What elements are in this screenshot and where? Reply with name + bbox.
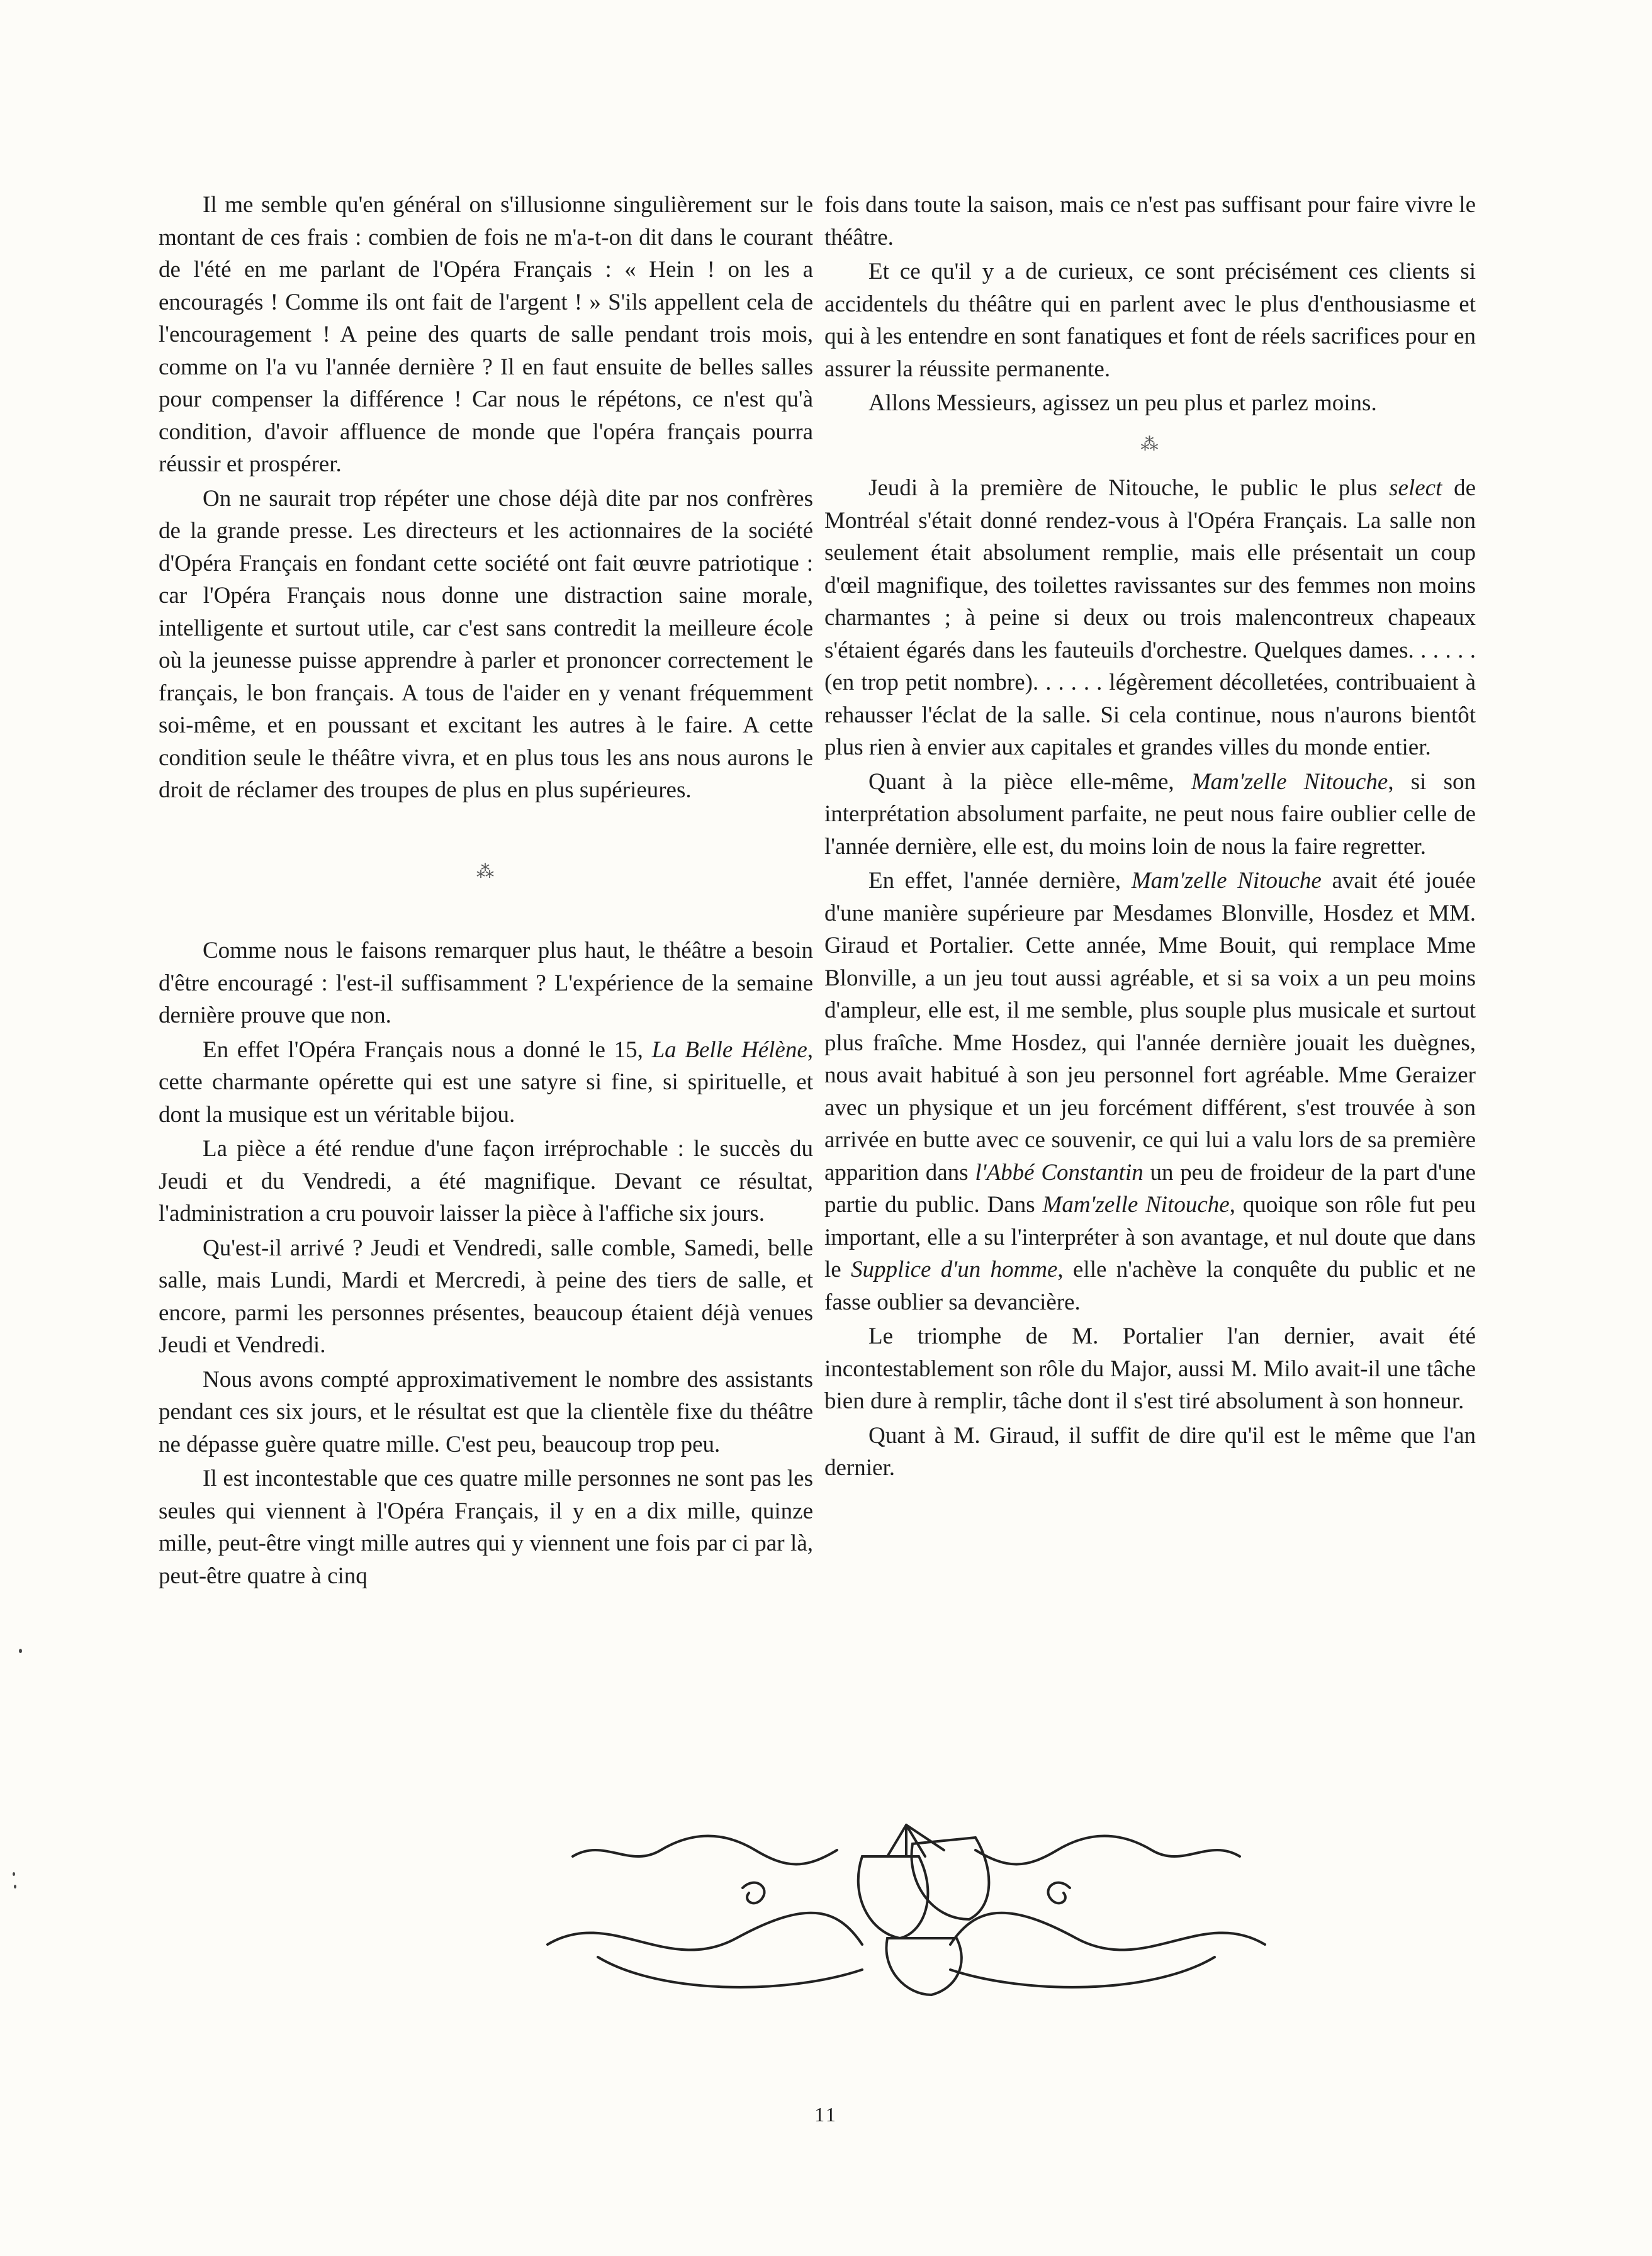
title-italic: Supplice d'un homme bbox=[851, 1257, 1058, 1282]
text-run: En effet, l'année dernière, bbox=[868, 868, 1132, 894]
paragraph: Il me semble qu'en général on s'illusionne singulièrement sur le montant de ces frais : combien de fois ne m'a-t-on dit dans le courant de l'été en me parlant de l'Opéra Français : « Hein ! on les a encouragés ! Comme ils ont fait de l'argent ! » S'ils appellent cela de l'encouragement ! A peine des quarts de salle pendant trois mois, comme on l'a vu l'année dernière ? Il en faut ensuite de belles salles pour compenser la différence ! Car nous le répétons, ce n'est qu'à condition, d'avoir affluence de monde que l'opéra français pourra réussir et prospérer. bbox=[159, 192, 813, 477]
text-run: Quant à la pièce elle-même, bbox=[868, 768, 1191, 795]
text-run: , elle n'achève la conquête du public et ne fasse oublier sa devancière. bbox=[824, 1257, 1476, 1315]
left-column bbox=[159, 189, 813, 1594]
title-italic: Mam'zelle Nitouche bbox=[1131, 868, 1322, 894]
paragraph bbox=[824, 766, 1476, 863]
page-number: 11 bbox=[814, 2103, 838, 2126]
ornament-scroll-left bbox=[548, 1913, 862, 1950]
print-speck bbox=[19, 1649, 22, 1653]
text-run: de Montréal s'était donné rendez-vous à l'Opéra Français. La salle non seulement était absolument remplie, mais elle présentait un coup d'œil magnifique, des toilettes ravissantes sur des femmes non moins charmantes ; à peine si deux ou trois malencontreux chapeaux s'étaient égarés dans les fauteuils d'orchestre. Quelques dames. . . . . . (en trop petit nombre). . . . . . légèrement décolletées, contribuaient à rehausser l'éclat de la salle. Si cela continue, nous n'aurons bientôt plus rien à envier aux capitales et grandes villes du monde entier. bbox=[824, 475, 1476, 760]
paragraph: On ne saurait trop répéter une chose déjà dite par nos confrères de la grande presse. Les directeurs et les actionnaires de la société d'Opéra Français en fondant cette société ont fait œuvre patriotique : car l'Opéra Français nous donne une distraction saine morale, intelligente et surtout utile, car c'est sans contredit la meilleure école où la jeunesse puisse apprendre à parler et prononcer correctement le français, le bon français. A tous de l'aider en y venant fréquemment soi-même, et en poussant et excitant les autres à le faire. A cette condition seule le théâtre vivra, et en plus tous les ans nous aurons le droit de réclamer des troupes de plus en plus supérieures. bbox=[159, 485, 813, 803]
paragraph: fois dans toute la saison, mais ce n'est pas suffisant pour faire vivre le théâtre. bbox=[824, 192, 1476, 250]
paragraph: Il est incontestable que ces quatre mille personnes ne sont pas les seules qui viennent à l'Opéra Français, il y en a dix mille, quinze mille, peut-être vingt mille autres qui y viennent une fois par ci par là, peut-être quatre à cinq bbox=[159, 1466, 813, 1589]
paragraph: Allons Messieurs, agissez un peu plus et parlez moins. bbox=[868, 390, 1377, 416]
theatre-masks-ornament bbox=[535, 1812, 1278, 2001]
section-separator: ⁂ bbox=[476, 861, 495, 882]
text-run: , cette charmante opérette qui est une satyre si fine, si spirituelle, et dont la musique est un véritable bijou. bbox=[159, 1036, 813, 1128]
text-run: un peu de froideur de la part d'une partie du public. Dans bbox=[824, 1159, 1476, 1218]
ornament-scroll-right bbox=[950, 1913, 1265, 1950]
text-run: , si son interprétation absolument parfaite, ne peut nous faire oublier celle de l'année dernière, elle est, du moins loin de nous la faire regretter. bbox=[824, 768, 1476, 860]
ornament-wave-top bbox=[573, 1836, 837, 1865]
title-italic: Mam'zelle Nitouche bbox=[1042, 1192, 1230, 1218]
paragraph: Le triomphe de M. Portalier l'an dernier, avait été incontestablement son rôle du Major, aussi M. Milo avait-il une tâche bien dure à remplir, tâche dont il s'est tiré absolument à son honneur. bbox=[824, 1323, 1476, 1414]
mask-tragedy bbox=[858, 1856, 928, 1938]
paragraph bbox=[159, 1034, 813, 1131]
section-separator: ⁂ bbox=[1140, 434, 1160, 454]
mask-face bbox=[886, 1938, 961, 1995]
title-italic: La Belle Hélène bbox=[651, 1036, 807, 1063]
title-italic: Mam'zelle Nitouche bbox=[1191, 768, 1388, 795]
paragraph: Quant à M. Giraud, il suffit de dire qu'il est le même que l'an dernier. bbox=[824, 1422, 1476, 1481]
ornament-curl bbox=[1048, 1883, 1070, 1904]
ornament-swirl bbox=[950, 1957, 1215, 1987]
ornament-swirl bbox=[598, 1957, 862, 1987]
text-run: , quoique son rôle fut peu important, elle a su l'interpréter à son avantage, et nul doute que dans le bbox=[824, 1192, 1476, 1282]
text-run: En effet l'Opéra Français nous a donné le 15, bbox=[203, 1036, 652, 1063]
paragraph: Et ce qu'il y a de curieux, ce sont précisément ces clients si accidentels du théâtre qui en parlent avec le plus d'enthousiasme et qui à les entendre en sont fanatiques et font de réels sacrifices pour en assurer la réussite permanente. bbox=[824, 259, 1476, 382]
right-column bbox=[824, 189, 1476, 1486]
ornament-curl bbox=[743, 1883, 765, 1904]
paragraph: Qu'est-il arrivé ? Jeudi et Vendredi, salle comble, Samedi, belle salle, mais Lundi, Mardi et Mercredi, à peine des tiers de salle, et encore, parmi les personnes présentes, beaucoup étaient déjà venues Jeudi et Vendredi. bbox=[159, 1235, 813, 1358]
print-speck bbox=[14, 1885, 16, 1888]
text-run: Jeudi à la première de Nitouche, le public le plus bbox=[868, 475, 1390, 501]
paragraph: Comme nous le faisons remarquer plus haut, le théâtre a besoin d'être encouragé : l'est-il suffisamment ? L'expérience de la semaine dernière prouve que non. bbox=[159, 938, 813, 1028]
print-speck bbox=[13, 1872, 15, 1876]
ornament-wave-top bbox=[975, 1836, 1240, 1865]
text-run: avait été jouée d'une manière supérieure par Mesdames Blonville, Hosdez et MM. Giraud et Portalier. Cette année, Mme Bouit, qui remplace Mme Blonville, a un jeu tout aussi agréable, et si sa voix a un peu moins d'ampleur, elle est, il me semble, plus souple plus musicale et surtout plus fraîche. Mme Hosdez, qui l'année dernière jouait les duègnes, nous avait habitué à son jeu personnel fort agréable. Mme Geraizer avec un physique et un jeu forcément différent, s'est trouvée à son arrivée en butte avec ce souvenir, ce qui lui a valu lors de sa première apparition dans bbox=[824, 868, 1476, 1186]
paragraph: La pièce a été rendue d'une façon irréprochable : le succès du Jeudi et du Vendredi, a été magnifique. Devant ce résultat, l'administration a cru pouvoir laisser la pièce à l'affiche six jours. bbox=[159, 1136, 813, 1226]
term-italic: select bbox=[1389, 475, 1442, 501]
paragraph: Nous avons compté approximativement le nombre des assistants pendant ces six jours, et le résultat est que la clientèle fixe du théâtre ne dépasse guère quatre mille. C'est peu, beaucoup trop peu. bbox=[159, 1366, 813, 1457]
paragraph bbox=[824, 472, 1476, 764]
title-italic: l'Abbé Constantin bbox=[975, 1159, 1143, 1186]
paragraph bbox=[824, 865, 1476, 1318]
